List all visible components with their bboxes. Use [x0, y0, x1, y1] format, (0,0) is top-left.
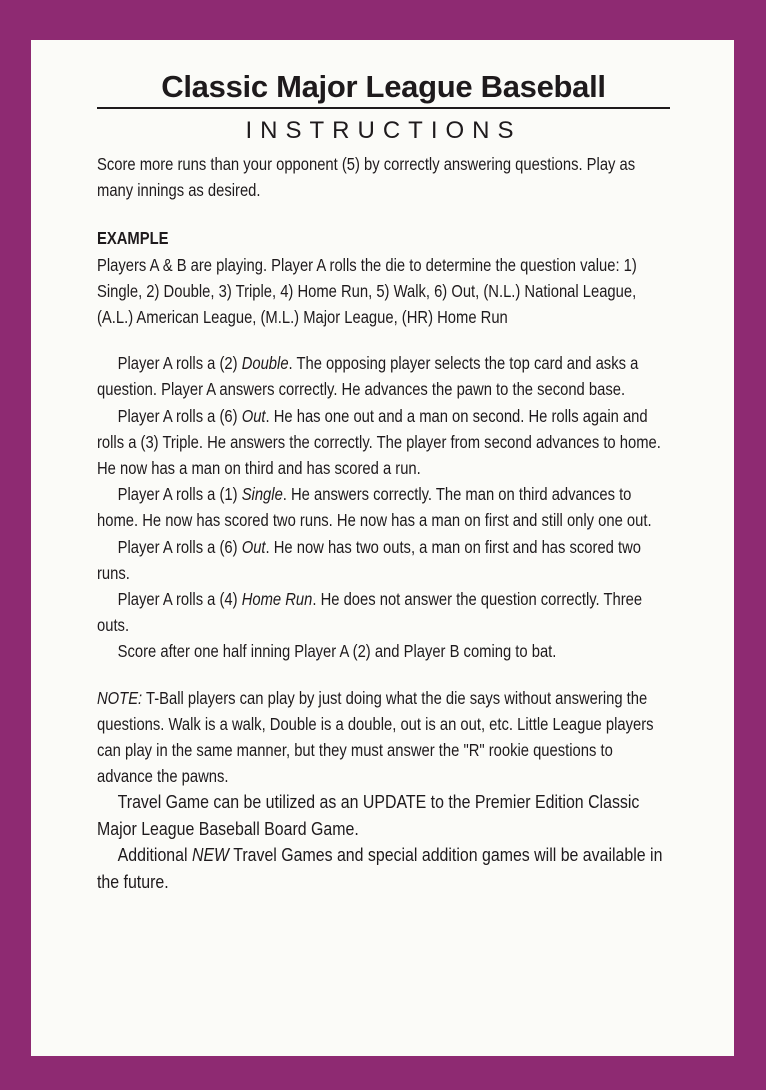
- example-heading: EXAMPLE: [97, 228, 169, 249]
- page-title: Classic Major League Baseball: [97, 70, 670, 109]
- additional-games-paragraph: Additional NEW Travel Games and special addition games will be available in the future.: [97, 844, 663, 892]
- play-paragraph: Player A rolls a (2) Double. The opposing player selects the top card and asks a question. Player A answers correctly. He advances the pawn to the second base.: [97, 353, 639, 400]
- note-label: NOTE:: [97, 687, 143, 708]
- instruction-panel: [31, 40, 734, 1056]
- score-line: Score after one half inning Player A (2) and Player B coming to bat.: [117, 641, 557, 662]
- note-text: T-Ball players can play by just doing what the die says without answering the questions. Walk is a walk, Double is a double, out is an out, etc. Little League players can play in the same manner, but they must answer the "R" rookie questions to advance the pawns.: [97, 687, 654, 787]
- play-paragraph: Player A rolls a (4) Home Run. He does not answer the question correctly. Three outs.: [97, 589, 643, 636]
- play-paragraph: Player A rolls a (1) Single. He answers correctly. The man on third advances to home. He now has scored two runs. He now has a man on first and still only one out.: [97, 484, 652, 531]
- note-paragraph: [97, 685, 669, 790]
- play-paragraph: Player A rolls a (6) Out. He has one out and a man on second. He rolls again and rolls a (3) Triple. He answers the correctly. The player from second advances to home. He now has a man on third and has scored a run.: [97, 405, 661, 479]
- instructions-body: [97, 151, 669, 895]
- intro-paragraph: Score more runs than your opponent (5) by correctly answering questions. Play as many innings as desired.: [97, 154, 636, 201]
- travel-game-paragraph: Travel Game can be utilized as an UPDATE to the Premier Edition Classic Major League Baseball Board Game.: [97, 791, 640, 839]
- example-setup: Players A & B are playing. Player A rolls the die to determine the question value: 1) Single, 2) Double, 3) Triple, 4) Home Run, 5) Walk, 6) Out, (N.L.) National League, (A.L.) American League, (M.L.) Major League, (HR) Home Run: [97, 254, 637, 328]
- play-paragraph: Player A rolls a (6) Out. He now has two outs, a man on first and has scored two runs.: [97, 536, 642, 583]
- instructions-subtitle: INSTRUCTIONS: [245, 117, 522, 144]
